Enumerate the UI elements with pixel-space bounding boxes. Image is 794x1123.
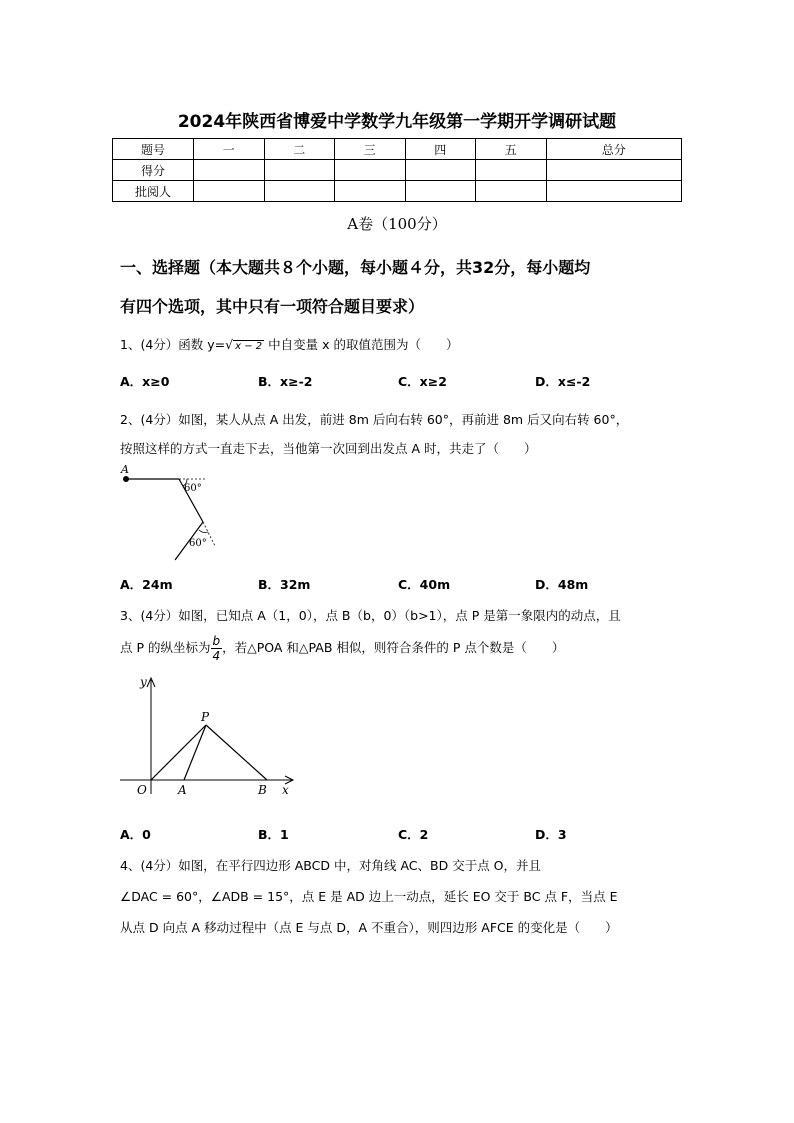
- score-table-cell: [264, 181, 335, 202]
- score-table-cell: [546, 181, 682, 202]
- score-table-cell: [405, 160, 476, 181]
- score-table: [112, 138, 682, 202]
- score-table-row: [113, 181, 682, 202]
- score-table-cell: [405, 181, 476, 202]
- score-table-cell: 一: [194, 139, 265, 160]
- q3-option-a: A．0: [120, 827, 151, 842]
- q1-text-before: 1、(4分）函数 y=: [120, 337, 226, 352]
- score-table-cell: [476, 181, 547, 202]
- q4-line1: 4、(4分）如图，在平行四边形 ABCD 中，对角线 AC、BD 交于点 O，并且: [120, 858, 542, 873]
- q1-text-after: 中自变量 x 的取值范围为（ ）: [264, 337, 459, 352]
- q3-fraction: [211, 634, 223, 663]
- x-axis-label: x: [282, 783, 289, 797]
- score-table-cell: [476, 160, 547, 181]
- q2-option-c: C．40m: [398, 577, 451, 592]
- q1-option-c: C．x≥2: [398, 374, 447, 389]
- q4-line2: ∠DAC = 60°，∠ADB = 15°，点 E 是 AD 边上一动点，延长 EO 交于 BC 点 F，当点 E: [120, 889, 618, 904]
- q1-radicand: x − 2: [235, 341, 263, 352]
- score-table-cell: 四: [405, 139, 476, 160]
- q3-line2: [120, 634, 564, 663]
- part1-heading-line1: 一、选择题（本大题共８个小题，每小题４分，共32分，每小题均: [120, 258, 591, 277]
- q2-line1: 2、(4分）如图，某人从点 A 出发，前进 8m 后向右转 60°，再前进 8m 后又向右转 60°，: [120, 412, 629, 427]
- q3-option-b: B．1: [258, 827, 289, 842]
- q3-line1: 3、(4分）如图，已知点 A（1，0），点 B（b，0）（b>1），点 P 是第一象限内的动点，且: [120, 608, 621, 623]
- angle-label-2: 60°: [189, 538, 207, 549]
- q3-option-d: D．3: [535, 827, 567, 842]
- point-a-label: A: [178, 783, 187, 797]
- score-table-cell: [194, 160, 265, 181]
- fraction-denominator: 4: [212, 649, 221, 663]
- angle-label-1: 60°: [184, 483, 202, 494]
- q2-option-a: A．24m: [120, 577, 173, 592]
- score-table-cell: [546, 160, 682, 181]
- q2-option-b: B．32m: [258, 577, 311, 592]
- segment-pb: [206, 725, 267, 780]
- q1-text: [120, 335, 458, 353]
- q2-figure: [115, 460, 235, 568]
- fraction-numerator: b: [212, 634, 221, 648]
- origin-label: O: [137, 783, 147, 797]
- score-table-cell: [264, 160, 335, 181]
- score-table-cell: 批阅人: [113, 181, 194, 202]
- point-b-label: B: [258, 783, 267, 797]
- q2-line2: 按照这样的方式一直走下去，当他第一次回到出发点 A 时，共走了（ ）: [120, 441, 537, 456]
- q4-line3: 从点 D 向点 A 移动过程中（点 E 与点 D，A 不重合），则四边形 AFCE 的变化是（ ）: [120, 920, 618, 935]
- score-table-cell: 二: [264, 139, 335, 160]
- q1-option-d: D．x≤-2: [535, 374, 591, 389]
- score-table-cell: 五: [476, 139, 547, 160]
- q2-option-d: D．48m: [535, 577, 589, 592]
- angle-arc-2: [199, 530, 208, 532]
- section-a-heading: A卷（100分）: [347, 215, 447, 233]
- score-table-cell: 三: [335, 139, 406, 160]
- point-p-label: P: [201, 710, 210, 724]
- y-axis-label: y: [140, 675, 147, 689]
- q3-line2-before: 点 P 的纵坐标为: [120, 640, 211, 655]
- segment-ap: [184, 725, 206, 780]
- q3-line2-after: ，若△POA 和△PAB 相似，则符合条件的 P 点个数是（ ）: [222, 640, 565, 655]
- segment-op: [151, 725, 206, 780]
- score-table-cell: [335, 160, 406, 181]
- score-table-cell: [194, 181, 265, 202]
- score-table-row: [113, 160, 682, 181]
- q1-option-b: B．x≥-2: [258, 374, 313, 389]
- q3-option-c: C．2: [398, 827, 429, 842]
- score-table-cell: 得分: [113, 160, 194, 181]
- score-table-row: [113, 139, 682, 160]
- q3-figure: [115, 672, 300, 802]
- part1-heading-line2: 有四个选项，其中只有一项符合题目要求）: [120, 297, 425, 316]
- point-a-label: A: [121, 463, 129, 476]
- score-table-cell: 题号: [113, 139, 194, 160]
- page-title: 2024年陕西省博爱中学数学九年级第一学期开学调研试题: [177, 112, 617, 132]
- sqrt-symbol: √: [225, 337, 234, 352]
- score-table-cell: 总分: [546, 139, 682, 160]
- score-table-cell: [335, 181, 406, 202]
- q1-option-a: A．x≥0: [120, 374, 170, 389]
